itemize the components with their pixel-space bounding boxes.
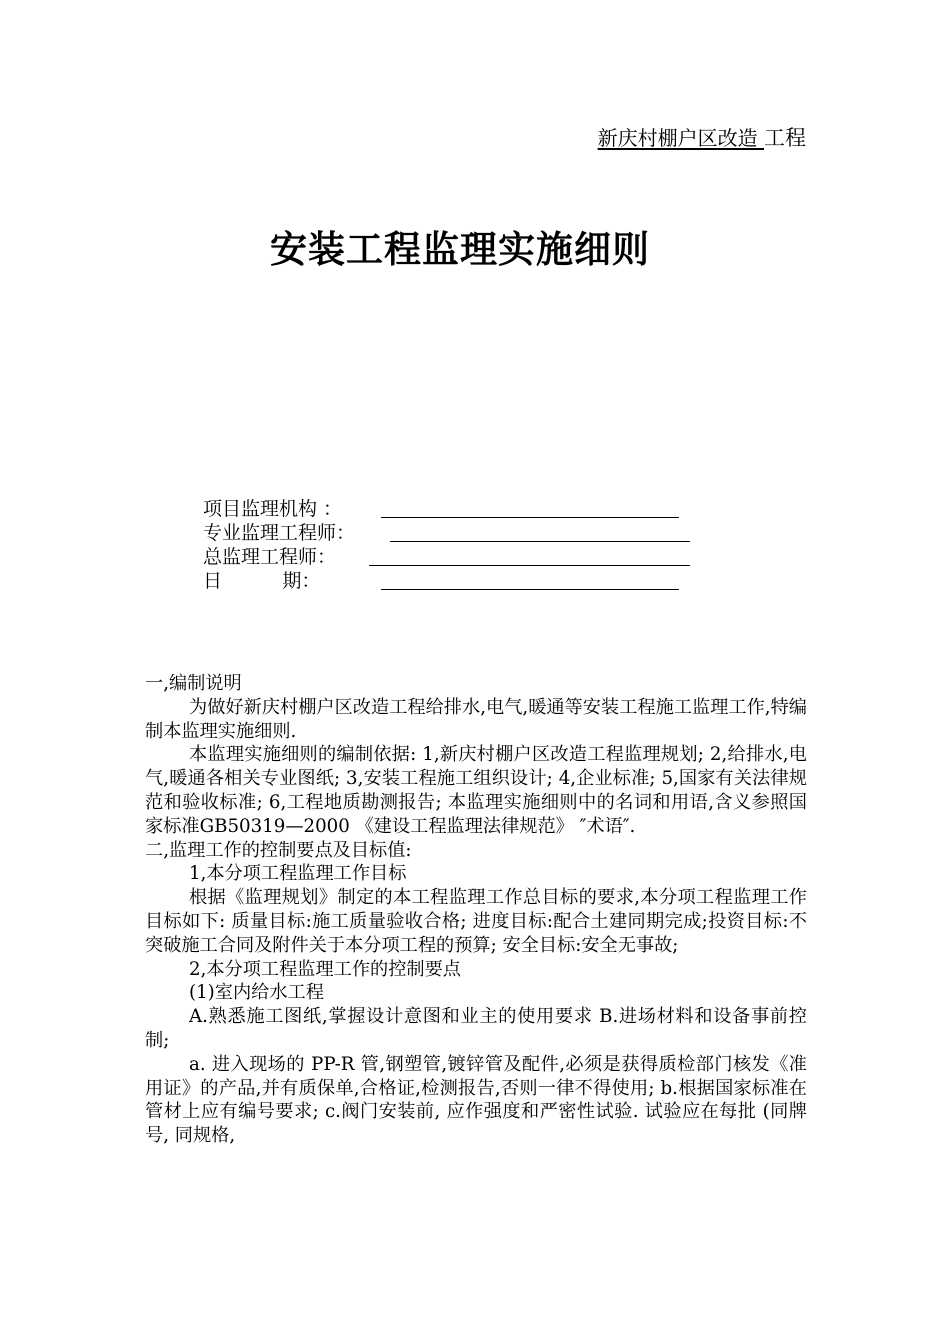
- paragraph: 根据《监理规划》制定的本工程监理工作总目标的要求,本分项工程监理工作目标如下: 质量目标:施工质量验收合格; 进度目标:配合土建同期完成;投资目标:不突破施工合同及附件关于本分项工程的预算; 安全目标:安全无事故;: [145, 887, 807, 956]
- project-name: 新庆村棚户区改造: [597, 126, 764, 150]
- paragraph: A.熟悉施工图纸,掌握设计意图和业主的使用要求 B.进场材料和设备事前控制;: [145, 1006, 807, 1051]
- signature-row-supervision-org: [203, 497, 355, 521]
- signature-line: [381, 517, 679, 518]
- subsection-heading: 1,本分项工程监理工作目标: [189, 863, 407, 885]
- signature-line: [369, 565, 690, 566]
- project-suffix: 工程: [764, 126, 806, 150]
- item-heading: (1)室内给水工程: [189, 982, 324, 1004]
- signature-block: [203, 497, 355, 593]
- paragraph: a. 进入现场的 PP-R 管,钢塑管,镀锌管及配件,必须是获得质检部门核发《准用证》的产品,并有质保单,合格证,检测报告,否则一律不得使用; b.根据国家标准在管材上应有编号要求; c.阀门安装前, 应作强度和严密性试验. 试验应在每批 (同牌号, 同规格,: [145, 1053, 807, 1147]
- project-name-header: [598, 124, 806, 152]
- section-heading: 一,编制说明: [145, 673, 242, 694]
- signature-row-date: [203, 569, 355, 593]
- paragraph: 本监理实施细则的编制依据: 1,新庆村棚户区改造工程监理规划; 2,给排水,电气,暖通各相关专业图纸; 3,安装工程施工组织设计; 4,企业标准; 5,国家有关法律规范和验收标准; 6,工程地质勘测报告; 本监理实施细则中的名词和用语,含义参照国家标准GB50319—2000 《建设工程监理法律规范》 ″术语″.: [145, 744, 807, 837]
- signature-label: 日 期：: [203, 570, 321, 592]
- signature-label: 专业监理工程师：: [203, 522, 356, 544]
- signature-row-specialist-engineer: [203, 521, 355, 545]
- signature-line: [381, 589, 679, 590]
- section-heading: 二,监理工作的控制要点及目标值:: [145, 839, 412, 861]
- paragraph: 为做好新庆村棚户区改造工程给排水,电气,暖通等安装工程施工监理工作,特编制本监理实施细则.: [145, 696, 807, 742]
- signature-line: [390, 541, 690, 542]
- signature-label: 总监理工程师：: [203, 546, 337, 568]
- signature-row-chief-engineer: [203, 545, 355, 569]
- document-body: [145, 672, 807, 1148]
- signature-label: 项目监理机构 ：: [203, 498, 343, 520]
- document-title: 安装工程监理实施细则: [270, 228, 650, 271]
- subsection-heading: 2,本分项工程监理工作的控制要点: [189, 958, 461, 980]
